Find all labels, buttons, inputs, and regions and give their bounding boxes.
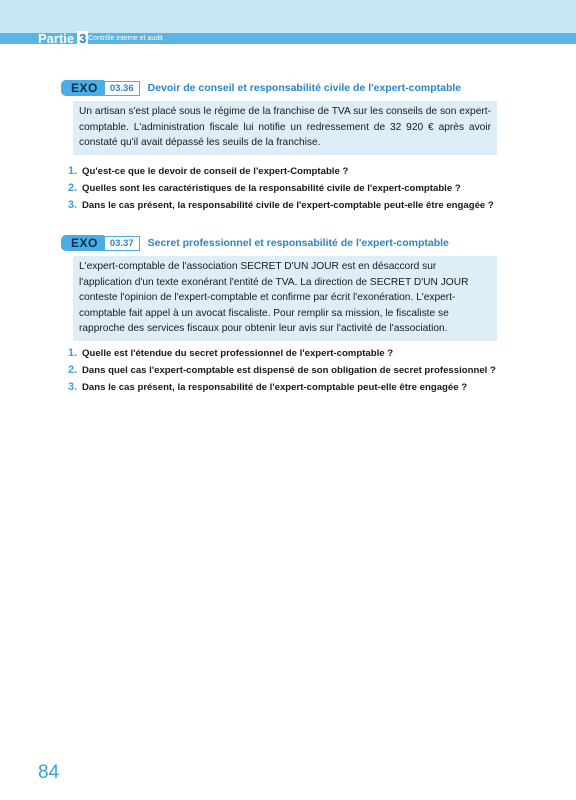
exercise-title: Secret professionnel et responsabilité de l'expert-comptable (147, 237, 449, 249)
exercise-header (61, 80, 503, 96)
question-number: 3. (68, 381, 78, 393)
question-number: 1. (68, 347, 78, 359)
exo-tag: EXO (61, 80, 104, 96)
question-number: 3. (68, 199, 78, 211)
question-number: 2. (68, 182, 78, 194)
question-text: Dans le cas présent, la responsabilité civile de l'expert-comptable peut-elle être engagée ? (82, 200, 494, 211)
question-list (68, 163, 548, 214)
question-item (68, 163, 548, 180)
exercise-number: 03.36 (104, 81, 140, 96)
question-text: Dans le cas présent, la responsabilité de l'expert-comptable peut-elle être engagée ? (82, 382, 468, 393)
question-text: Quelle est l'étendue du secret professionnel de l'expert-comptable ? (82, 348, 394, 359)
question-item (68, 180, 548, 197)
question-item (68, 197, 548, 214)
exercise-statement: Un artisan s'est placé sous le régime de la franchise de TVA sur les conseils de son expert-comptable. L'administration fiscale lui notifie un redressement de 32 920 € après avoir constaté qu'il avait dépassé les seuils de la franchise. (73, 101, 497, 155)
question-item (68, 379, 548, 396)
exercise-03-37 (61, 235, 503, 341)
question-list (68, 345, 548, 396)
question-text: Qu'est-ce que le devoir de conseil de l'expert-Comptable ? (82, 166, 349, 177)
question-number: 1. (68, 165, 78, 177)
exercise-03-36 (61, 80, 503, 155)
exercise-statement: L'expert-comptable de l'association SECRET D'UN JOUR est en désaccord sur l'application d'un texte exonérant l'entité de TVA. La direction de SECRET D'UN JOUR conteste l'opinion de l'expert-comptable et confirme par écrit l'exonération. L'expert-comptable fait appel à un avocat fiscaliste. Pour remplir sa mission, le fiscaliste se rapproche des services fiscaux pour obtenir leur avis sur l'activité de l'association. (73, 256, 497, 341)
part-number: 3 (79, 30, 87, 46)
exercise-number: 03.37 (104, 236, 140, 251)
question-text: Dans quel cas l'expert-comptable est dispensé de son obligation de secret professionnel ? (82, 365, 496, 376)
exercise-title: Devoir de conseil et responsabilité civile de l'expert-comptable (147, 82, 462, 94)
question-text: Quelles sont les caractéristiques de la responsabilité civile de l'expert-comptable ? (82, 183, 461, 194)
question-item (68, 362, 548, 379)
question-item (68, 345, 548, 362)
exercise-header (61, 235, 503, 251)
part-label: Partie (38, 30, 75, 46)
page-number: 84 (38, 762, 60, 783)
section-title: Contrôle interne et audit (88, 35, 163, 42)
question-number: 2. (68, 364, 78, 376)
exo-tag: EXO (61, 235, 104, 251)
part-indicator (38, 30, 88, 46)
